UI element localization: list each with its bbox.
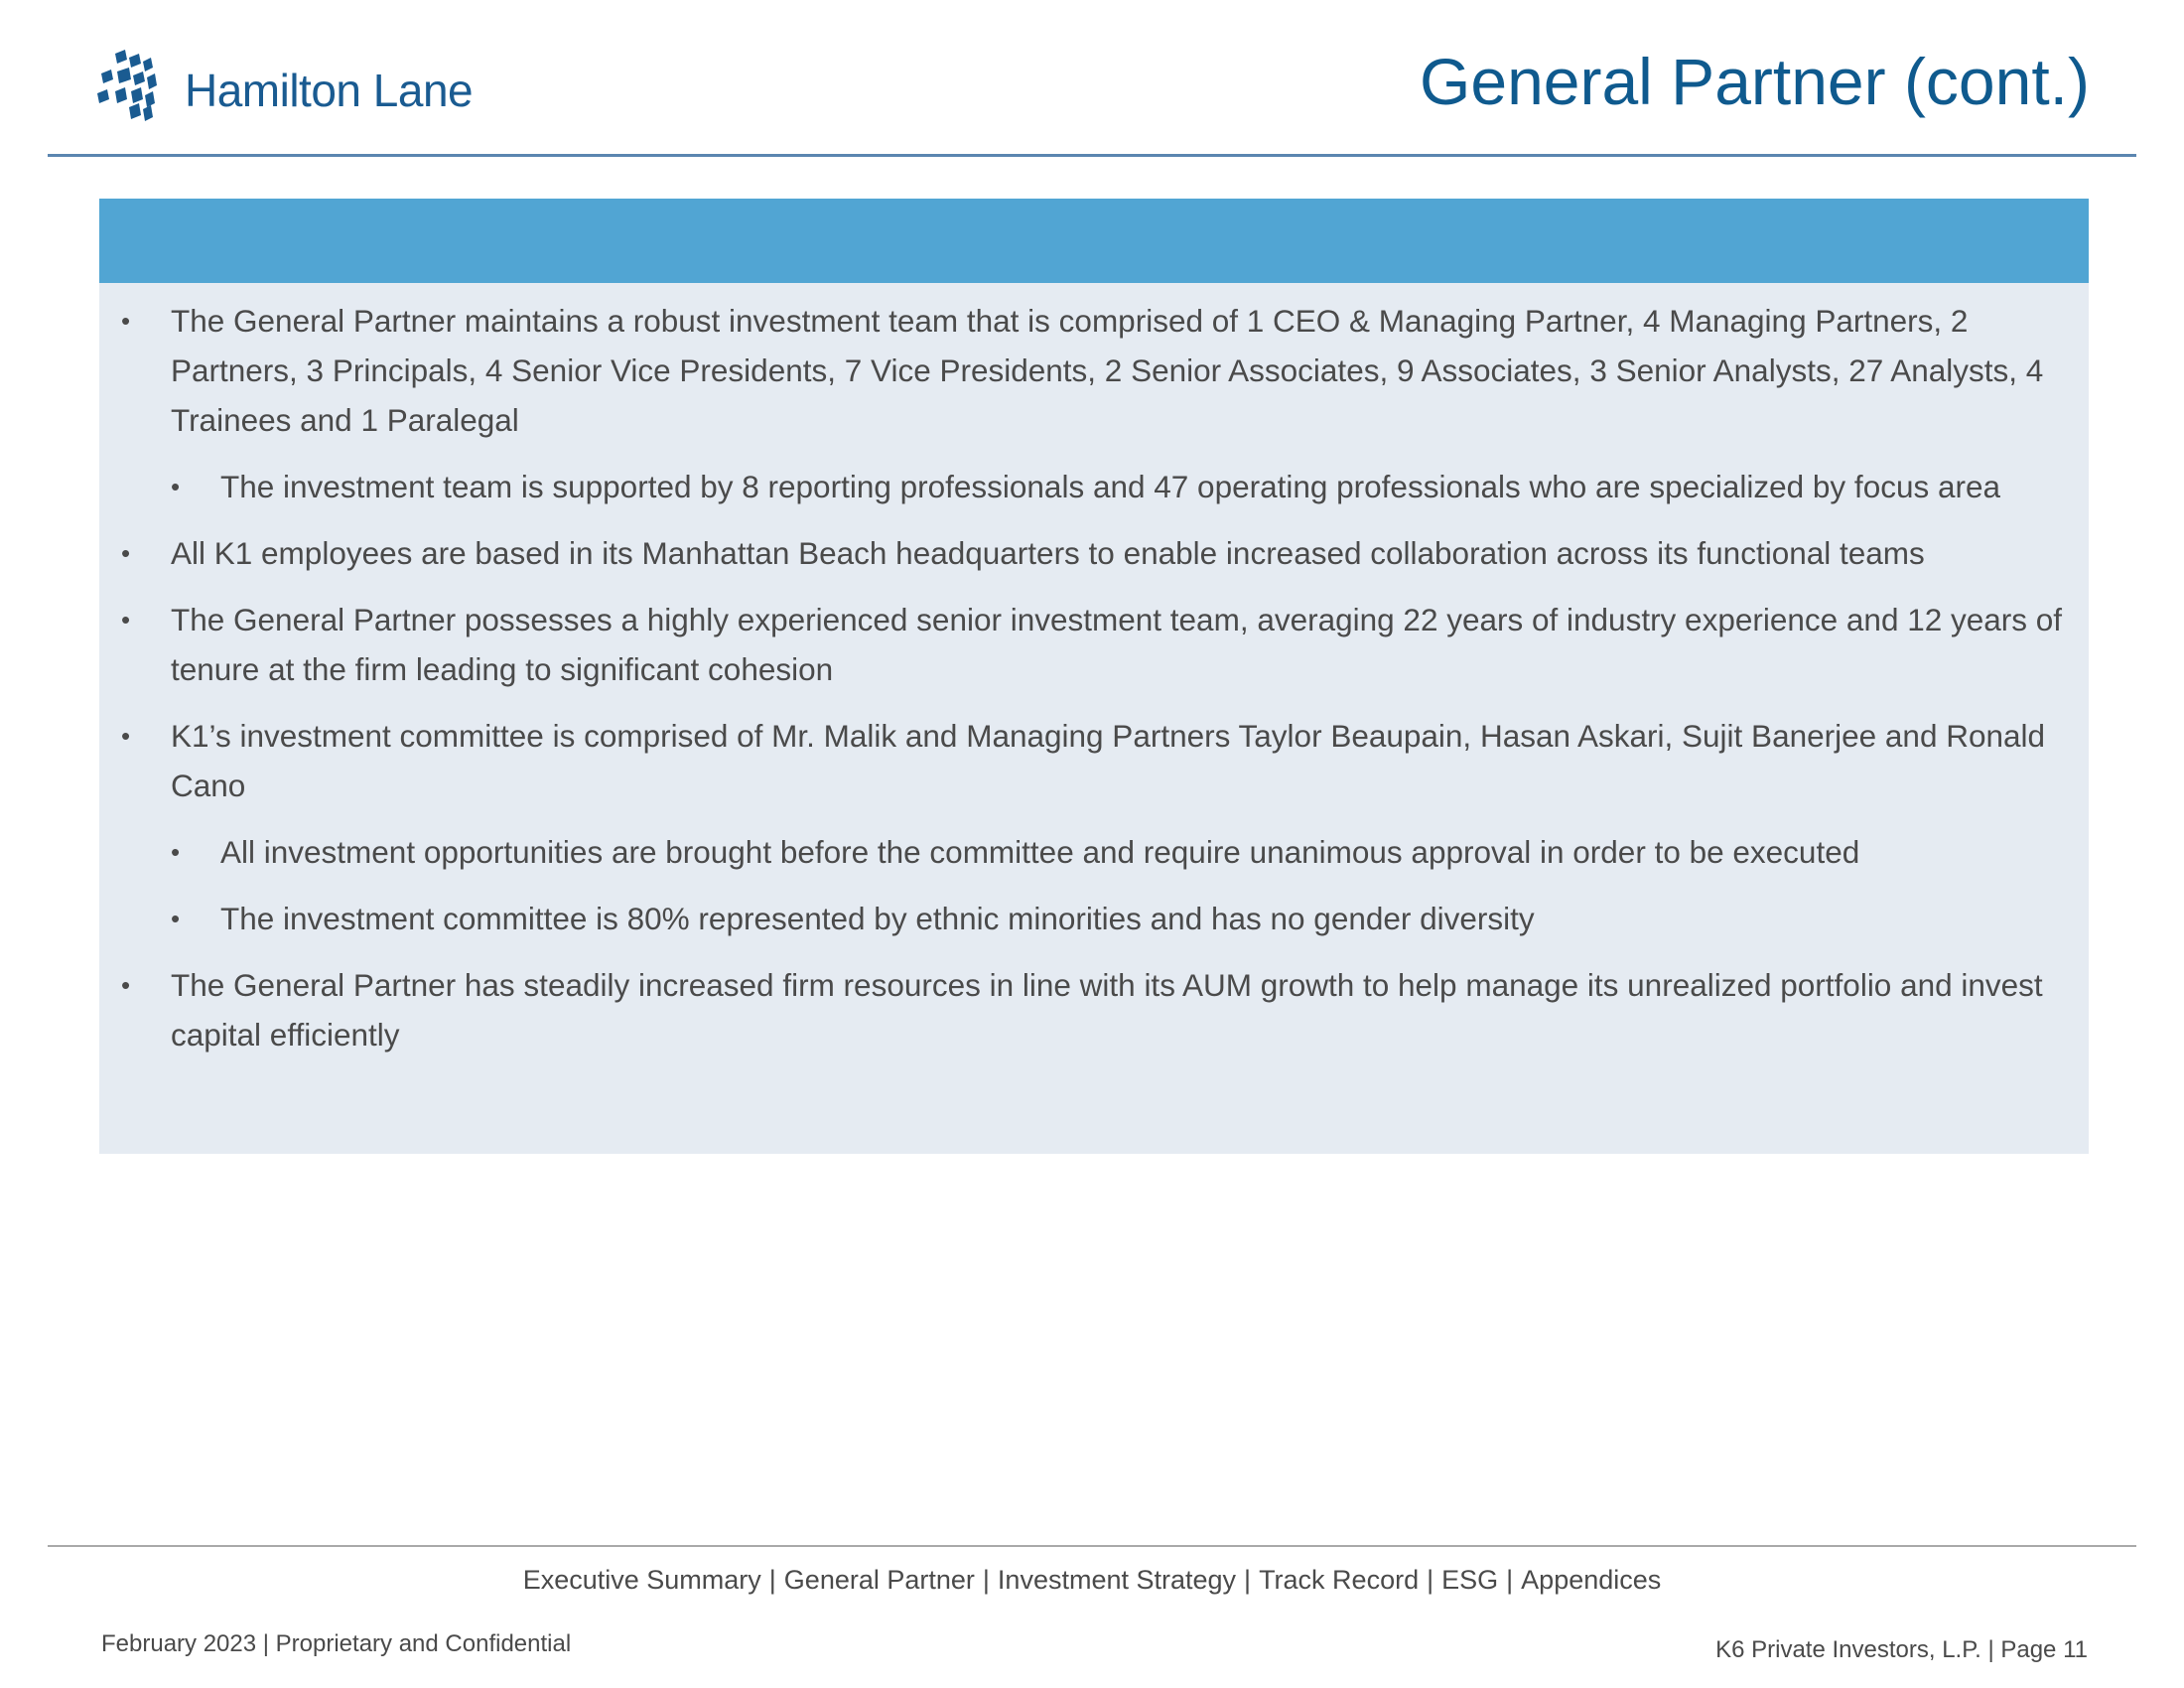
hamilton-lane-logo <box>95 48 473 125</box>
header-divider <box>48 154 2136 157</box>
footer-date-confidential: February 2023 | Proprietary and Confidential <box>101 1630 572 1657</box>
sub-bullet-item <box>99 894 2089 943</box>
bullet-icon: • <box>121 306 131 336</box>
logo-wordmark: Hamilton Lane <box>185 65 474 116</box>
bullet-item <box>99 711 2089 810</box>
bullet-icon: • <box>171 472 181 501</box>
bullet-icon: • <box>171 837 181 867</box>
nav-link-track-record[interactable]: Track Record <box>1259 1565 1420 1595</box>
bullet-icon: • <box>121 721 131 751</box>
bullet-icon: • <box>171 904 181 933</box>
bullet-list <box>99 296 2089 1076</box>
nav-link-executive-summary[interactable]: Executive Summary <box>522 1565 761 1595</box>
bullet-text: The General Partner maintains a robust investment team that is comprised of 1 CEO & Managing Partner, 4 Managing Partners, 2 Partners, 3 Principals, 4 Senior Vice Presidents, 7 Vice Presidents, 2 Senior Associates, 9 Associates, 3 Senior Analysts, 27 Analysts, 4 Trainees and 1 Paralegal <box>171 303 2044 438</box>
bullet-text: The General Partner possesses a highly experienced senior investment team, averaging 22 years of industry experience and 12 years of tenure at the firm leading to significant cohesion <box>171 602 2063 687</box>
sub-bullet-item <box>99 462 2089 511</box>
hamilton-lane-logo-mark-icon <box>95 48 169 125</box>
bullet-text: K1’s investment committee is comprised of Mr. Malik and Managing Partners Taylor Beaupain, Hasan Askari, Sujit Banerjee and Ronald Cano <box>171 718 2046 803</box>
nav-separator: | <box>1506 1565 1514 1595</box>
bullet-icon: • <box>121 538 131 568</box>
nav-link-investment-strategy[interactable]: Investment Strategy <box>997 1565 1237 1595</box>
nav-link-appendices[interactable]: Appendices <box>1521 1565 1662 1595</box>
nav-separator: | <box>768 1565 776 1595</box>
page-title: General Partner (cont.) <box>1420 45 2090 118</box>
bullet-text: All K1 employees are based in its Manhattan Beach headquarters to enable increased collaboration across its functional teams <box>171 535 1925 571</box>
nav-link-esg[interactable]: ESG <box>1441 1565 1499 1595</box>
nav-separator: | <box>1244 1565 1252 1595</box>
bullet-icon: • <box>121 605 131 634</box>
nav-link-general-partner[interactable]: General Partner <box>783 1565 975 1595</box>
bullet-item <box>99 296 2089 445</box>
bullet-item <box>99 528 2089 578</box>
nav-separator: | <box>982 1565 990 1595</box>
nav-separator: | <box>1427 1565 1434 1595</box>
footer-section-nav <box>0 1565 2184 1596</box>
footer-divider <box>48 1545 2136 1547</box>
bullet-item <box>99 960 2089 1059</box>
bullet-item <box>99 595 2089 694</box>
panel-header-bar <box>99 199 2089 283</box>
footer-page-number: K6 Private Investors, L.P. | Page 11 <box>1715 1636 2088 1663</box>
bullet-icon: • <box>121 970 131 1000</box>
sub-bullet-item <box>99 827 2089 877</box>
bullet-text: The investment committee is 80% represented by ethnic minorities and has no gender diversity <box>220 901 1535 936</box>
content-panel <box>99 199 2089 1154</box>
bullet-text: The investment team is supported by 8 reporting professionals and 47 operating professionals who are specialized by focus area <box>220 469 2001 504</box>
bullet-text: The General Partner has steadily increased firm resources in line with its AUM growth to help manage its unrealized portfolio and invest capital efficiently <box>171 967 2043 1053</box>
bullet-text: All investment opportunities are brought before the committee and require unanimous approval in order to be executed <box>220 834 1860 870</box>
